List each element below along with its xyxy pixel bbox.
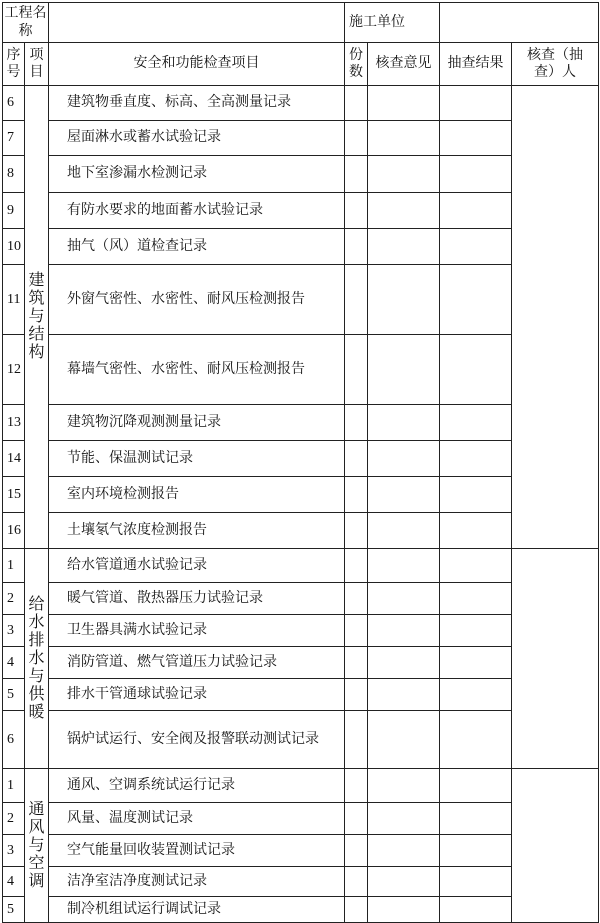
copies-cell[interactable] bbox=[345, 679, 368, 711]
row-seq: 2 bbox=[3, 803, 25, 835]
row-seq: 1 bbox=[3, 769, 25, 803]
row-seq: 9 bbox=[3, 193, 25, 229]
row-seq: 5 bbox=[3, 897, 25, 923]
table-row bbox=[3, 193, 599, 229]
table-row bbox=[3, 549, 599, 583]
row-item: 屋面淋水或蓄水试验记录 bbox=[49, 121, 345, 156]
review-opinion-cell[interactable] bbox=[368, 711, 440, 769]
review-opinion-cell[interactable] bbox=[368, 193, 440, 229]
table-row bbox=[3, 405, 599, 441]
review-opinion-cell[interactable] bbox=[368, 803, 440, 835]
row-item: 抽气（风）道检查记录 bbox=[49, 229, 345, 265]
spot-check-result-cell[interactable] bbox=[440, 803, 512, 835]
row-seq: 4 bbox=[3, 647, 25, 679]
review-opinion-cell[interactable] bbox=[368, 477, 440, 513]
spot-check-result-cell[interactable] bbox=[440, 679, 512, 711]
row-item: 锅炉试运行、安全阀及报警联动测试记录 bbox=[49, 711, 345, 769]
table-row bbox=[3, 615, 599, 647]
table-row bbox=[3, 769, 599, 803]
review-opinion-cell[interactable] bbox=[368, 769, 440, 803]
review-opinion-cell[interactable] bbox=[368, 121, 440, 156]
row-seq: 3 bbox=[3, 835, 25, 867]
table-row bbox=[3, 835, 599, 867]
review-opinion-cell[interactable] bbox=[368, 679, 440, 711]
review-opinion-cell[interactable] bbox=[368, 405, 440, 441]
row-item: 幕墙气密性、水密性、耐风压检测报告 bbox=[49, 335, 345, 405]
spot-check-result-cell[interactable] bbox=[440, 405, 512, 441]
spot-check-result-cell[interactable] bbox=[440, 769, 512, 803]
table-row bbox=[3, 229, 599, 265]
spot-check-result-cell[interactable] bbox=[440, 583, 512, 615]
contractor-value bbox=[440, 3, 599, 43]
row-item: 通风、空调系统试运行记录 bbox=[49, 769, 345, 803]
row-item: 土壤氡气浓度检测报告 bbox=[49, 513, 345, 549]
table-row bbox=[3, 86, 599, 121]
spot-check-result-cell[interactable] bbox=[440, 711, 512, 769]
col-spot-check-result-header: 抽查结果 bbox=[440, 43, 512, 86]
row-seq: 7 bbox=[3, 121, 25, 156]
review-opinion-cell[interactable] bbox=[368, 549, 440, 583]
spot-check-result-cell[interactable] bbox=[440, 193, 512, 229]
review-opinion-cell[interactable] bbox=[368, 156, 440, 193]
spot-check-result-cell[interactable] bbox=[440, 335, 512, 405]
row-item: 外窗气密性、水密性、耐风压检测报告 bbox=[49, 265, 345, 335]
copies-cell[interactable] bbox=[345, 229, 368, 265]
copies-cell[interactable] bbox=[345, 897, 368, 923]
row-seq: 16 bbox=[3, 513, 25, 549]
spot-check-result-cell[interactable] bbox=[440, 513, 512, 549]
row-seq: 14 bbox=[3, 441, 25, 477]
copies-cell[interactable] bbox=[345, 156, 368, 193]
row-seq: 4 bbox=[3, 867, 25, 897]
copies-cell[interactable] bbox=[345, 513, 368, 549]
spot-check-result-cell[interactable] bbox=[440, 477, 512, 513]
project-name-value bbox=[49, 3, 345, 43]
table-row bbox=[3, 265, 599, 335]
spot-check-result-cell[interactable] bbox=[440, 549, 512, 583]
spot-check-result-cell[interactable] bbox=[440, 229, 512, 265]
row-seq: 6 bbox=[3, 711, 25, 769]
row-item: 洁净室洁净度测试记录 bbox=[49, 867, 345, 897]
table-row bbox=[3, 711, 599, 769]
review-opinion-cell[interactable] bbox=[368, 513, 440, 549]
row-seq: 2 bbox=[3, 583, 25, 615]
table-row bbox=[3, 513, 599, 549]
review-opinion-cell[interactable] bbox=[368, 615, 440, 647]
spot-check-result-cell[interactable] bbox=[440, 86, 512, 121]
row-seq: 10 bbox=[3, 229, 25, 265]
spot-check-result-cell[interactable] bbox=[440, 156, 512, 193]
spot-check-result-cell[interactable] bbox=[440, 835, 512, 867]
copies-cell[interactable] bbox=[345, 583, 368, 615]
col-seq-header: 序号 bbox=[3, 43, 25, 86]
table-row bbox=[3, 803, 599, 835]
review-opinion-cell[interactable] bbox=[368, 229, 440, 265]
copies-cell[interactable] bbox=[345, 477, 368, 513]
row-item: 建筑物沉降观测测量记录 bbox=[49, 405, 345, 441]
row-item: 排水干管通球试验记录 bbox=[49, 679, 345, 711]
table-row bbox=[3, 897, 599, 923]
spot-check-result-cell[interactable] bbox=[440, 121, 512, 156]
checker-cell[interactable] bbox=[512, 549, 599, 769]
col-review-opinion-header: 核查意见 bbox=[368, 43, 440, 86]
copies-cell[interactable] bbox=[345, 647, 368, 679]
row-seq: 11 bbox=[3, 265, 25, 335]
table-row bbox=[3, 121, 599, 156]
review-opinion-cell[interactable] bbox=[368, 86, 440, 121]
copies-cell[interactable] bbox=[345, 405, 368, 441]
review-opinion-cell[interactable] bbox=[368, 265, 440, 335]
table-row bbox=[3, 867, 599, 897]
spot-check-result-cell[interactable] bbox=[440, 441, 512, 477]
project-name-label: 工程名称 bbox=[3, 3, 49, 43]
row-item: 制冷机组试运行调试记录 bbox=[49, 897, 345, 923]
row-item: 有防水要求的地面蓄水试验记录 bbox=[49, 193, 345, 229]
table-row bbox=[3, 679, 599, 711]
row-seq: 1 bbox=[3, 549, 25, 583]
copies-cell[interactable] bbox=[345, 549, 368, 583]
copies-cell[interactable] bbox=[345, 769, 368, 803]
project-header-row bbox=[3, 3, 599, 43]
row-item: 节能、保温测试记录 bbox=[49, 441, 345, 477]
row-item: 室内环境检测报告 bbox=[49, 477, 345, 513]
row-seq: 15 bbox=[3, 477, 25, 513]
review-opinion-cell[interactable] bbox=[368, 835, 440, 867]
row-seq: 12 bbox=[3, 335, 25, 405]
review-opinion-cell[interactable] bbox=[368, 441, 440, 477]
checker-cell[interactable] bbox=[512, 86, 599, 549]
safety-function-checklist-table bbox=[2, 2, 599, 923]
copies-cell[interactable] bbox=[345, 335, 368, 405]
review-opinion-cell[interactable] bbox=[368, 897, 440, 923]
row-item: 风量、温度测试记录 bbox=[49, 803, 345, 835]
row-seq: 8 bbox=[3, 156, 25, 193]
table-row bbox=[3, 647, 599, 679]
table-row bbox=[3, 583, 599, 615]
column-header-row bbox=[3, 43, 599, 86]
copies-cell[interactable] bbox=[345, 121, 368, 156]
spot-check-result-cell[interactable] bbox=[440, 867, 512, 897]
copies-cell[interactable] bbox=[345, 193, 368, 229]
copies-cell[interactable] bbox=[345, 441, 368, 477]
copies-cell[interactable] bbox=[345, 265, 368, 335]
review-opinion-cell[interactable] bbox=[368, 867, 440, 897]
category-cell: 通风与空调 bbox=[25, 769, 49, 923]
category-cell: 建筑与结构 bbox=[25, 86, 49, 549]
col-copies-header: 份数 bbox=[345, 43, 368, 86]
row-item: 建筑物垂直度、标高、全高测量记录 bbox=[49, 86, 345, 121]
review-opinion-cell[interactable] bbox=[368, 647, 440, 679]
col-checker-header: 核查（抽查）人 bbox=[512, 43, 599, 86]
contractor-label: 施工单位 bbox=[345, 3, 440, 43]
row-seq: 13 bbox=[3, 405, 25, 441]
spot-check-result-cell[interactable] bbox=[440, 897, 512, 923]
copies-cell[interactable] bbox=[345, 867, 368, 897]
copies-cell[interactable] bbox=[345, 615, 368, 647]
row-item: 给水管道通水试验记录 bbox=[49, 549, 345, 583]
copies-cell[interactable] bbox=[345, 86, 368, 121]
row-item: 地下室渗漏水检测记录 bbox=[49, 156, 345, 193]
col-item-header: 安全和功能检查项目 bbox=[49, 43, 345, 86]
row-item: 卫生器具满水试验记录 bbox=[49, 615, 345, 647]
review-opinion-cell[interactable] bbox=[368, 335, 440, 405]
row-item: 消防管道、燃气管道压力试验记录 bbox=[49, 647, 345, 679]
spot-check-result-cell[interactable] bbox=[440, 265, 512, 335]
row-item: 暖气管道、散热器压力试验记录 bbox=[49, 583, 345, 615]
table-row bbox=[3, 156, 599, 193]
copies-cell[interactable] bbox=[345, 803, 368, 835]
table-row bbox=[3, 335, 599, 405]
copies-cell[interactable] bbox=[345, 835, 368, 867]
row-seq: 6 bbox=[3, 86, 25, 121]
spot-check-result-cell[interactable] bbox=[440, 615, 512, 647]
table-row bbox=[3, 441, 599, 477]
category-cell: 给水排水与供暖 bbox=[25, 549, 49, 769]
row-seq: 3 bbox=[3, 615, 25, 647]
row-item: 空气能量回收装置测试记录 bbox=[49, 835, 345, 867]
col-category-header: 项目 bbox=[25, 43, 49, 86]
table-row bbox=[3, 477, 599, 513]
spot-check-result-cell[interactable] bbox=[440, 647, 512, 679]
row-seq: 5 bbox=[3, 679, 25, 711]
copies-cell[interactable] bbox=[345, 711, 368, 769]
checker-cell[interactable] bbox=[512, 769, 599, 923]
review-opinion-cell[interactable] bbox=[368, 583, 440, 615]
